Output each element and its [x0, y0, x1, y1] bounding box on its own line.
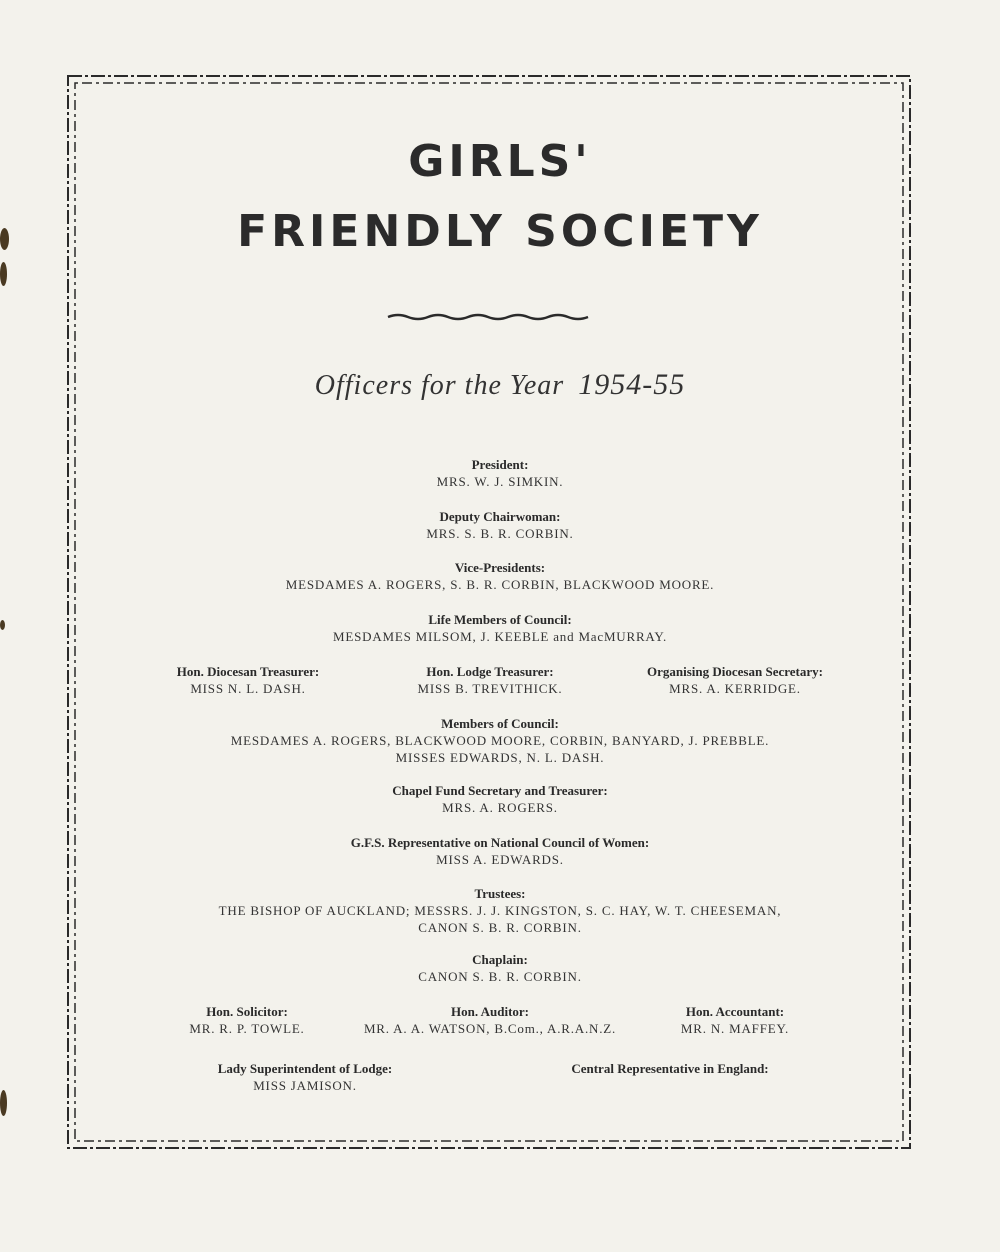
vice-presidents-block [0, 559, 1000, 593]
diocesan-treasurer-value: MISS N. L. DASH. [190, 681, 306, 696]
auditor-label: Hon. Auditor: [450, 1004, 529, 1019]
accountant-value: MR. N. MAFFEY. [680, 1021, 790, 1036]
trustees-line-2: CANON S. B. R. CORBIN. [418, 920, 582, 935]
lodge-treasurer [380, 663, 600, 697]
solicitor [150, 1003, 344, 1037]
diocesan-secretary [620, 663, 850, 697]
council-line-1: MESDAMES A. ROGERS, BLACKWOOD MOORE, CORBIN, BANYARD, J. PREBBLE. [230, 733, 770, 748]
gfs-value: MISS A. EDWARDS. [436, 852, 564, 867]
chapel-value: MRS. A. ROGERS. [442, 800, 558, 815]
life-members-value: MESDAMES MILSOM, J. KEEBLE and MacMURRAY. [333, 629, 667, 644]
central-representative [530, 1060, 810, 1077]
chapel-label: Chapel Fund Secretary and Treasurer: [392, 783, 608, 798]
vice-presidents-label: Vice-Presidents: [454, 560, 546, 575]
solicitor-value: MR. R. P. TOWLE. [189, 1021, 305, 1036]
subtitle-text: Officers for the Year [314, 370, 565, 401]
accountant-label: Hon. Accountant: [685, 1004, 785, 1019]
trustees-line-1: THE BISHOP OF AUCKLAND; MESSRS. J. J. KINGSTON, S. C. HAY, W. T. CHEESEMAN, [218, 903, 782, 918]
council-line-2: MISSES EDWARDS, N. L. DASH. [395, 750, 605, 765]
diocesan-secretary-label: Organising Diocesan Secretary: [647, 664, 823, 679]
subtitle-year: 1954-55 [578, 368, 686, 401]
deputy-value: MRS. S. B. R. CORBIN. [426, 526, 574, 541]
life-members-block [0, 611, 1000, 645]
central-representative-label: Central Representative in England: [571, 1061, 769, 1076]
president-label: President: [471, 457, 529, 472]
title-line-2: FRIENDLY SOCIETY [237, 206, 763, 257]
chapel-block [0, 782, 1000, 816]
chaplain-block [0, 951, 1000, 985]
lady-superintendent-label: Lady Superintendent of Lodge: [217, 1061, 393, 1076]
lady-superintendent-value: MISS JAMISON. [253, 1078, 357, 1093]
paper-stain [0, 1090, 7, 1116]
auditor [340, 1003, 640, 1037]
subtitle [0, 368, 1000, 402]
title-line-1: GIRLS' [408, 136, 592, 187]
chaplain-value: CANON S. B. R. CORBIN. [418, 969, 582, 984]
council-block [0, 715, 1000, 766]
trustees-block [0, 885, 1000, 936]
council-label: Members of Council: [441, 716, 559, 731]
trustees-label: Trustees: [474, 886, 526, 901]
president-block [0, 456, 1000, 490]
gfs-block [0, 834, 1000, 868]
lady-superintendent [180, 1060, 430, 1094]
life-members-label: Life Members of Council: [428, 612, 572, 627]
president-value: MRS. W. J. SIMKIN. [436, 474, 564, 489]
ornamental-rule [386, 312, 590, 322]
lodge-treasurer-label: Hon. Lodge Treasurer: [426, 664, 554, 679]
gfs-label: G.F.S. Representative on National Council of Women: [350, 835, 650, 850]
paper-stain [0, 262, 7, 286]
diocesan-secretary-value: MRS. A. KERRIDGE. [669, 681, 801, 696]
vice-presidents-value: MESDAMES A. ROGERS, S. B. R. CORBIN, BLACKWOOD MOORE. [285, 577, 715, 592]
diocesan-treasurer-label: Hon. Diocesan Treasurer: [176, 664, 320, 679]
diocesan-treasurer [140, 663, 356, 697]
deputy-block [0, 508, 1000, 542]
lodge-treasurer-value: MISS B. TREVITHICK. [417, 681, 563, 696]
chaplain-label: Chaplain: [472, 952, 528, 967]
solicitor-label: Hon. Solicitor: [206, 1004, 288, 1019]
accountant [630, 1003, 840, 1037]
auditor-value: MR. A. A. WATSON, B.Com., A.R.A.N.Z. [363, 1021, 617, 1036]
deputy-label: Deputy Chairwoman: [439, 509, 561, 524]
